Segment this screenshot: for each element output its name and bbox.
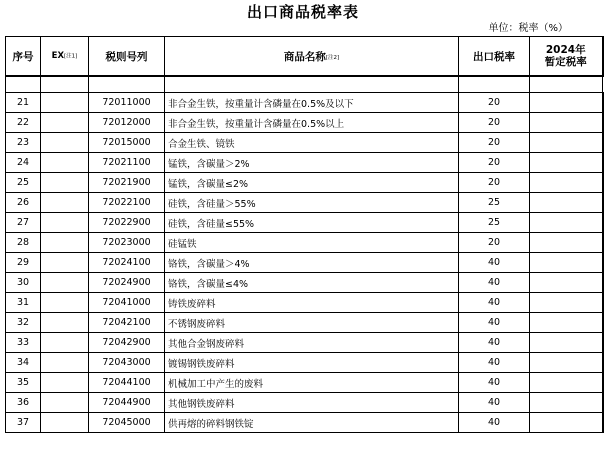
table-row	[6, 113, 603, 133]
cell-name: 锰铁，含碳量＞2%	[165, 153, 459, 173]
cell-temp-rate	[530, 313, 603, 333]
table-row	[6, 273, 603, 293]
cell-seq: 27	[6, 213, 41, 233]
cell-temp-rate	[530, 273, 603, 293]
cell-ex	[41, 153, 89, 173]
table-row	[6, 373, 603, 393]
cell-seq: 21	[6, 93, 41, 113]
cell-temp-rate	[530, 293, 603, 313]
header-ex	[41, 37, 89, 77]
cell-code: 72045000	[89, 413, 165, 433]
cell-rate: 20	[459, 133, 530, 153]
cell-code: 72044900	[89, 393, 165, 413]
header-ex-note: [注1]	[64, 53, 78, 60]
table-row	[6, 133, 603, 153]
table-row	[6, 233, 603, 253]
cell-temp-rate	[530, 233, 603, 253]
cell-name: 锰铁，含碳量≤2%	[165, 173, 459, 193]
table-row	[6, 93, 603, 113]
cell-name: 硅锰铁	[165, 233, 459, 253]
cell-seq: 36	[6, 393, 41, 413]
cell-rate: 25	[459, 213, 530, 233]
cell-name: 其他合金钢废碎料	[165, 333, 459, 353]
cell-ex	[41, 393, 89, 413]
cell-temp-rate	[530, 153, 603, 173]
cell-name: 硅铁，含硅量≤55%	[165, 213, 459, 233]
cell-rate: 40	[459, 253, 530, 273]
cell-temp-rate	[530, 353, 603, 373]
cell-name: 铸铁废碎料	[165, 293, 459, 313]
cell-rate: 40	[459, 413, 530, 433]
cell-code: 72044100	[89, 373, 165, 393]
header-temp-rate	[530, 37, 603, 77]
cell-seq: 35	[6, 373, 41, 393]
cell-temp-rate	[530, 253, 603, 273]
cell-temp-rate	[530, 93, 603, 113]
table-row	[6, 313, 603, 333]
cell-rate: 20	[459, 113, 530, 133]
table-row	[6, 393, 603, 413]
cell-seq: 34	[6, 353, 41, 373]
cell-rate: 40	[459, 353, 530, 373]
cell-code: 72024100	[89, 253, 165, 273]
cell-seq: 28	[6, 233, 41, 253]
cell-name: 机械加工中产生的废料	[165, 373, 459, 393]
cell-code: 72042900	[89, 333, 165, 353]
header-temp-rate-year: 2024年	[545, 44, 586, 56]
cell-ex	[41, 193, 89, 213]
cell-ex	[41, 353, 89, 373]
header-code-label: 税则号列	[105, 50, 148, 63]
cell-temp-rate	[530, 113, 603, 133]
cell-temp-rate	[530, 413, 603, 433]
table-header-row	[6, 37, 603, 77]
cell-ex	[41, 373, 89, 393]
cell-code: 72012000	[89, 113, 165, 133]
header-temp-rate-label: 暂定税率	[544, 56, 587, 68]
cell-ex	[41, 233, 89, 253]
cell-ex	[41, 133, 89, 153]
cell-rate: 40	[459, 393, 530, 413]
table-row	[6, 413, 603, 433]
cell-temp-rate	[530, 373, 603, 393]
table-row	[6, 333, 603, 353]
cell-ex	[41, 173, 89, 193]
table-row	[6, 213, 603, 233]
cell-temp-rate	[530, 393, 603, 413]
table-row	[6, 193, 603, 213]
cell-rate: 20	[459, 153, 530, 173]
cell-code: 72015000	[89, 133, 165, 153]
cell-name: 镀锡钢铁废碎料	[165, 353, 459, 373]
cell-temp-rate	[530, 213, 603, 233]
cell-ex	[41, 333, 89, 353]
cell-name: 不锈钢废碎料	[165, 313, 459, 333]
cell-code: 72042100	[89, 313, 165, 333]
cell-seq: 26	[6, 193, 41, 213]
cell-name: 铬铁，含碳量≤4%	[165, 273, 459, 293]
unit-label: 单位：税率（%）	[488, 23, 568, 34]
cell-name: 合金生铁、镜铁	[165, 133, 459, 153]
cell-rate: 25	[459, 193, 530, 213]
cell-seq: 23	[6, 133, 41, 153]
header-ex-label: EX	[51, 51, 65, 61]
cell-name: 非合金生铁，按重量计含磷量在0.5%及以下	[165, 93, 459, 113]
spacer-row	[6, 76, 603, 93]
cell-name: 供再熔的碎料钢铁锭	[165, 413, 459, 433]
cell-seq: 24	[6, 153, 41, 173]
cell-ex	[41, 273, 89, 293]
cell-rate: 20	[459, 173, 530, 193]
cell-rate: 40	[459, 333, 530, 353]
cell-name: 非合金生铁，按重量计含磷量在0.5%以上	[165, 113, 459, 133]
table-row	[6, 293, 603, 313]
table-row	[6, 173, 603, 193]
cell-rate: 40	[459, 293, 530, 313]
cell-rate: 40	[459, 313, 530, 333]
header-seq-label: 序号	[12, 50, 34, 63]
cell-seq: 31	[6, 293, 41, 313]
cell-name: 硅铁，含硅量＞55%	[165, 193, 459, 213]
cell-code: 72021900	[89, 173, 165, 193]
cell-temp-rate	[530, 173, 603, 193]
cell-rate: 40	[459, 273, 530, 293]
cell-rate: 20	[459, 93, 530, 113]
cell-temp-rate	[530, 193, 603, 213]
table-row	[6, 253, 603, 273]
header-name-note: [注2]	[325, 54, 340, 61]
cell-rate: 20	[459, 233, 530, 253]
cell-ex	[41, 313, 89, 333]
cell-ex	[41, 253, 89, 273]
cell-name: 铬铁，含碳量＞4%	[165, 253, 459, 273]
cell-ex	[41, 93, 89, 113]
cell-ex	[41, 113, 89, 133]
cell-code: 72023000	[89, 233, 165, 253]
cell-rate: 40	[459, 373, 530, 393]
cell-seq: 25	[6, 173, 41, 193]
cell-code: 72024900	[89, 273, 165, 293]
cell-seq: 22	[6, 113, 41, 133]
cell-name: 其他钢铁废碎料	[165, 393, 459, 413]
header-name	[165, 37, 459, 77]
cell-ex	[41, 293, 89, 313]
table-row	[6, 353, 603, 373]
header-seq	[6, 37, 41, 77]
cell-temp-rate	[530, 333, 603, 353]
cell-seq: 32	[6, 313, 41, 333]
cell-ex	[41, 413, 89, 433]
header-rate	[459, 37, 530, 77]
cell-code: 72022900	[89, 213, 165, 233]
table-row	[6, 153, 603, 173]
cell-ex	[41, 213, 89, 233]
cell-code: 72041000	[89, 293, 165, 313]
cell-code: 72011000	[89, 93, 165, 113]
cell-temp-rate	[530, 133, 603, 153]
cell-code: 72022100	[89, 193, 165, 213]
tax-rate-table	[5, 36, 604, 433]
cell-seq: 33	[6, 333, 41, 353]
header-code	[89, 37, 165, 77]
cell-code: 72043000	[89, 353, 165, 373]
page-title: 出口商品税率表	[246, 3, 359, 21]
header-name-label: 商品名称	[283, 50, 326, 63]
cell-code: 72021100	[89, 153, 165, 173]
header-rate-label: 出口税率	[473, 50, 515, 63]
cell-seq: 37	[6, 413, 41, 433]
cell-seq: 29	[6, 253, 41, 273]
cell-seq: 30	[6, 273, 41, 293]
